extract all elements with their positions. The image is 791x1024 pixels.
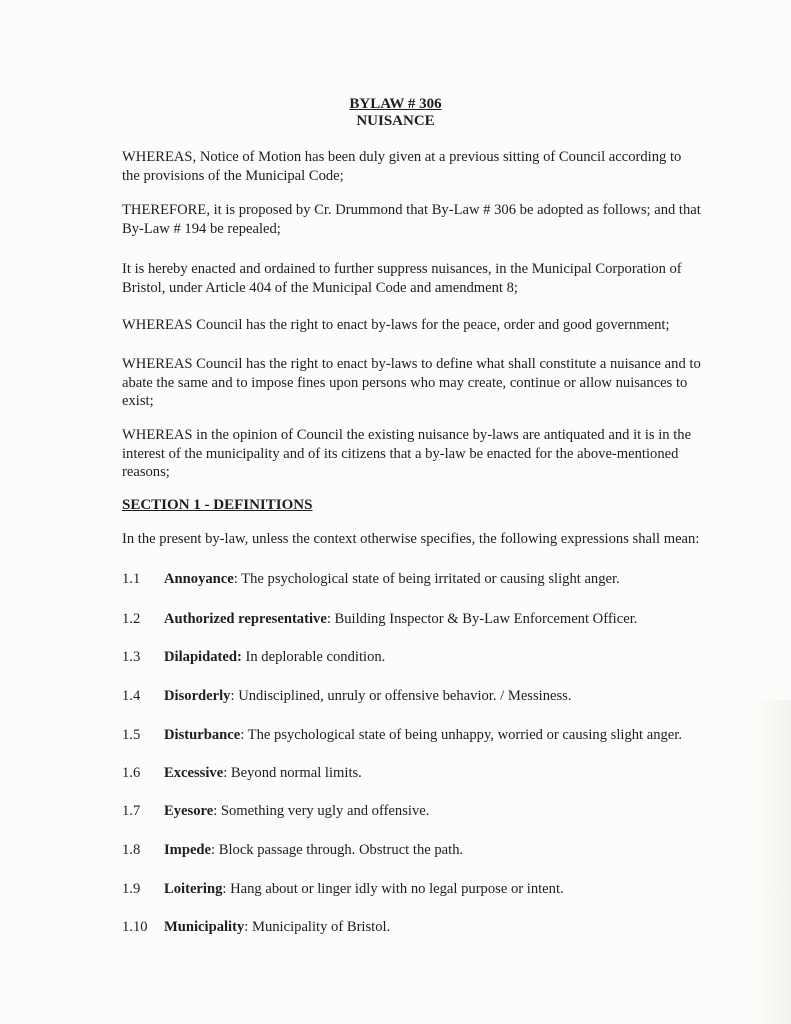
preamble-whereas-define: WHEREAS Council has the right to enact by-laws to define what shall constitute a nuisance and to abate the same and to impose fines upon persons who may create, continue or allow nuisances to exist; bbox=[122, 356, 701, 409]
definition-item: 1.7 Eyesore: Something very ugly and offensive. bbox=[122, 803, 430, 819]
preamble-enacted: It is hereby enacted and ordained to further suppress nuisances, in the Municipal Corporation of Bristol, under Article 404 of the Municipal Code and amendment 8; bbox=[122, 261, 682, 296]
definition-item: 1.3 Dilapidated: In deplorable condition. bbox=[122, 649, 386, 665]
bylaw-number: BYLAW # 306 bbox=[349, 96, 442, 112]
definition-item: 1.2 Authorized representative: Building Inspector & By-Law Enforcement Officer. bbox=[122, 611, 638, 627]
definition-item: 1.4 Disorderly: Undisciplined, unruly or offensive behavior. / Messiness. bbox=[122, 688, 572, 704]
definition-term: Impede bbox=[164, 842, 212, 858]
definition-item: 1.6 Excessive: Beyond normal limits. bbox=[122, 765, 362, 781]
definitions-intro: In the present by-law, unless the context otherwise specifies, the following expressions shall mean: bbox=[122, 531, 700, 547]
preamble-whereas-peace: WHEREAS Council has the right to enact by-laws for the peace, order and good government; bbox=[122, 317, 670, 333]
definition-item: 1.1 Annoyance: The psychological state of being irritated or causing slight anger. bbox=[122, 571, 620, 587]
definition-term: Eyesore bbox=[164, 803, 214, 819]
section-1-heading: SECTION 1 - DEFINITIONS bbox=[122, 497, 313, 513]
definition-item: 1.8 Impede: Block passage through. Obstruct the path. bbox=[122, 842, 464, 858]
definition-term: Authorized representative bbox=[164, 611, 327, 627]
document-title bbox=[0, 96, 791, 130]
definition-term: Dilapidated: bbox=[164, 649, 242, 665]
definition-item: 1.9 Loitering: Hang about or linger idly with no legal purpose or intent. bbox=[122, 881, 564, 897]
preamble-therefore: THEREFORE, it is proposed by Cr. Drummond that By-Law # 306 be adopted as follows; and that By-Law # 194 be repealed; bbox=[122, 202, 701, 237]
bylaw-title: NUISANCE bbox=[356, 113, 435, 129]
definition-term: Disorderly bbox=[164, 688, 231, 704]
definition-term: Excessive bbox=[164, 765, 224, 781]
preamble-whereas-antiquated: WHEREAS in the opinion of Council the existing nuisance by-laws are antiquated and it is in the interest of the municipality and of its citizens that a by-law be enacted for the above-mentioned reasons; bbox=[122, 427, 692, 480]
definition-item: 1.10 Municipality: Municipality of Bristol. bbox=[122, 919, 391, 935]
definition-item: 1.5 Disturbance: The psychological state of being unhappy, worried or causing slight anger. bbox=[122, 727, 682, 743]
preamble-notice-of-motion: WHEREAS, Notice of Motion has been duly given at a previous sitting of Council according to the provisions of the Municipal Code; bbox=[122, 149, 682, 184]
definition-term: Disturbance bbox=[164, 727, 241, 743]
definition-term: Annoyance bbox=[164, 571, 234, 587]
scan-edge-shadow bbox=[751, 700, 791, 1024]
definition-term: Municipality bbox=[164, 919, 245, 935]
definition-term: Loitering bbox=[164, 881, 223, 897]
